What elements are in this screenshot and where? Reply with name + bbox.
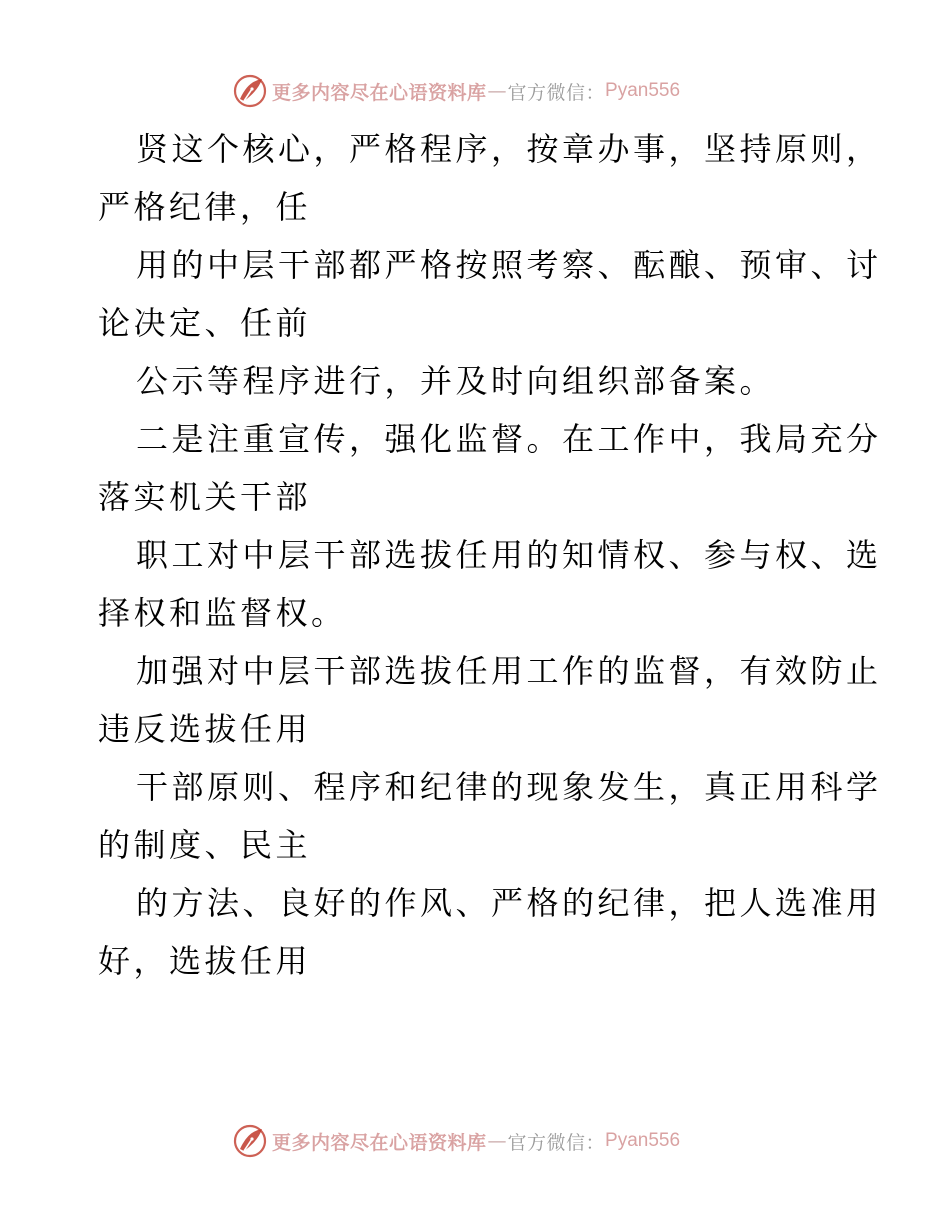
paragraph-line: 干部原则、程序和纪律的现象发生，真正用科学 (136, 768, 882, 806)
paragraph-line: 违反选拔任用 (98, 710, 312, 748)
paragraph-line: 择权和监督权。 (98, 594, 347, 632)
footer-title: 更多内容尽在心语资料库 (272, 1131, 487, 1154)
header-banner (232, 71, 680, 111)
paragraph-line: 加强对中层干部选拔任用工作的监督，有效防止 (136, 652, 882, 690)
paragraph-line: 论决定、任前 (98, 304, 312, 342)
paragraph-line: 的制度、民主 (98, 826, 312, 864)
header-title: 更多内容尽在心语资料库 (272, 81, 487, 104)
paragraph-line: 用的中层干部都严格按照考察、酝酿、预审、讨 (136, 246, 882, 284)
paragraph-line: 的方法、良好的作风、严格的纪律，把人选准用 (136, 884, 882, 922)
header-wechat-id: Pyan556 (605, 80, 681, 101)
footer-wechat-id: Pyan556 (605, 1130, 681, 1151)
paragraph-line: 严格纪律，任 (98, 188, 312, 226)
paragraph-line: 落实机关干部 (98, 478, 312, 516)
paragraph-line: 好，选拔任用 (98, 942, 312, 980)
paragraph-line: 二是注重宣传，强化监督。在工作中，我局充分 (136, 420, 882, 458)
footer-separator: — (487, 1130, 507, 1152)
footer-banner (232, 1121, 680, 1161)
paragraph-line: 贤这个核心，严格程序，按章办事，坚持原则， (136, 130, 882, 168)
header-separator: — (487, 80, 507, 102)
pen-nib-icon (232, 1123, 268, 1159)
paragraph-line: 职工对中层干部选拔任用的知情权、参与权、选 (136, 536, 882, 574)
header-wechat-label: 官方微信： (507, 81, 606, 104)
footer-wechat-label: 官方微信： (507, 1131, 606, 1154)
document-body (98, 120, 882, 990)
paragraph-line: 公示等程序进行，并及时向组织部备案。 (136, 362, 776, 400)
pen-nib-icon (232, 73, 268, 109)
